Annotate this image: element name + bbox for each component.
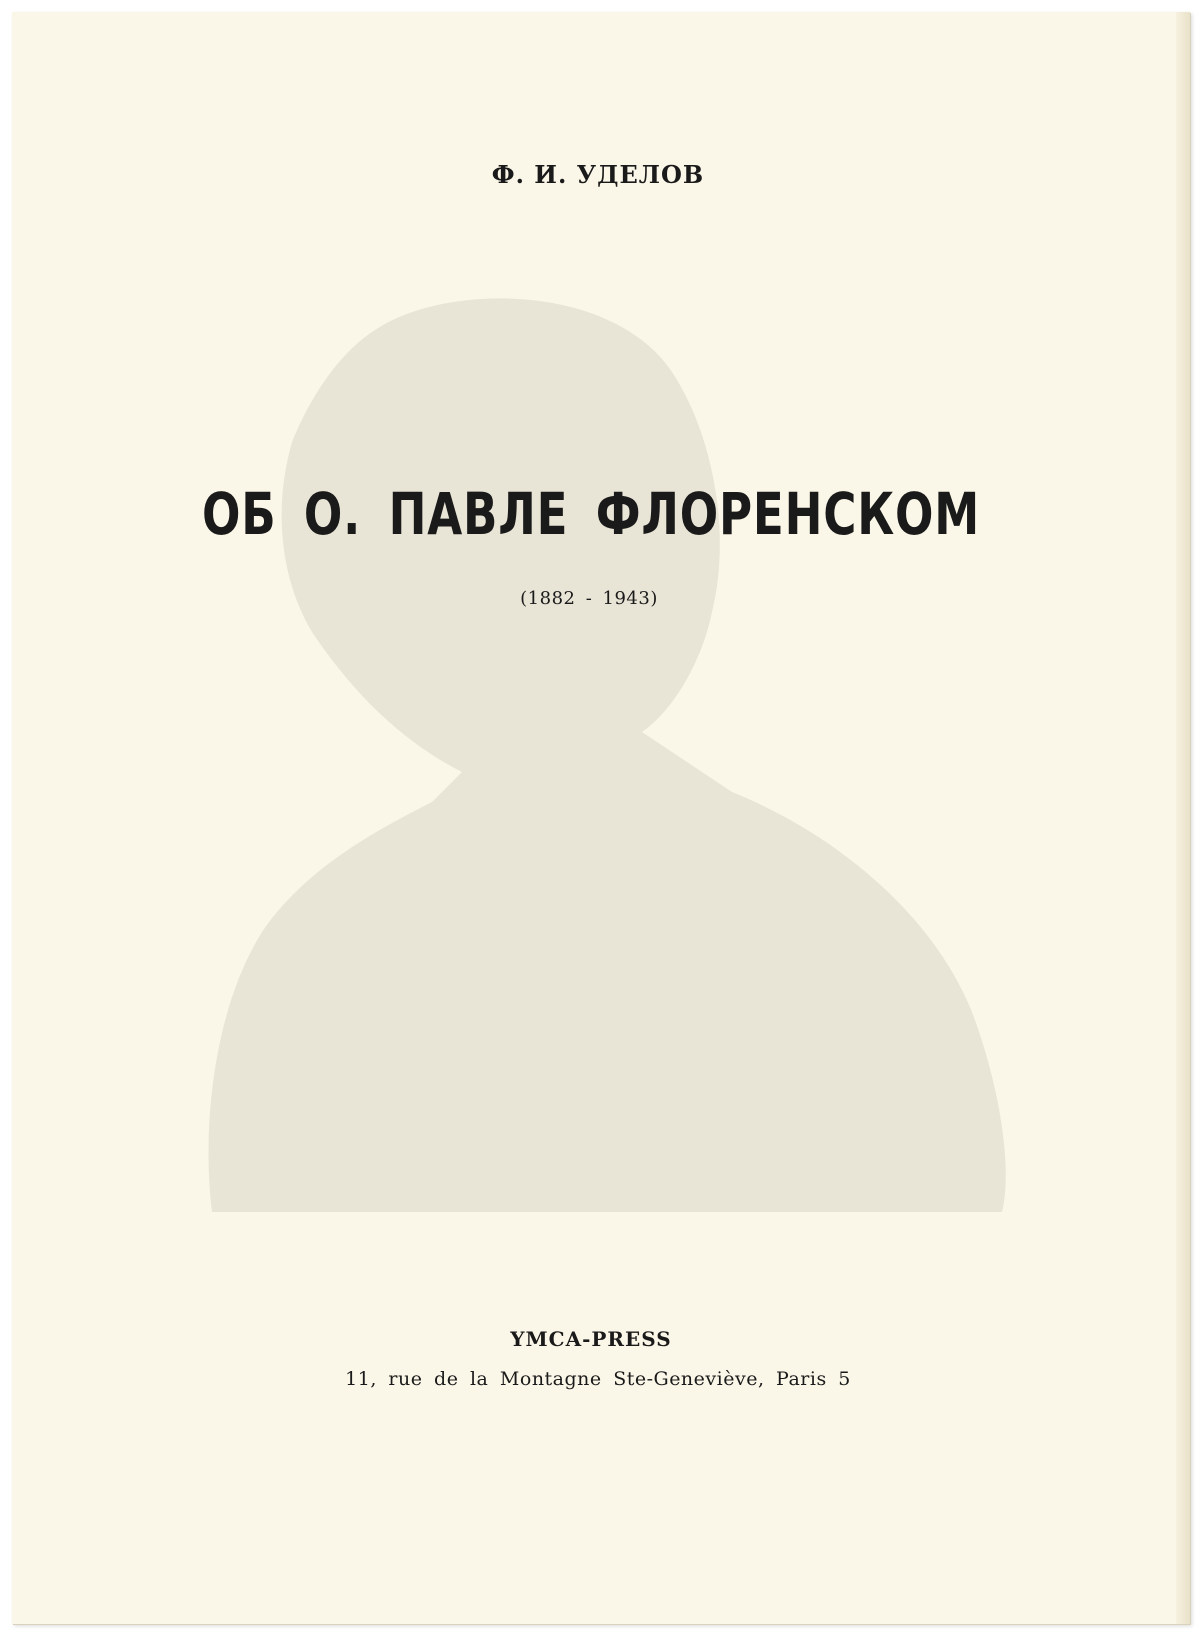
author-name: Ф. И. УДЕЛОВ xyxy=(491,160,705,189)
life-dates: (1882 - 1943) xyxy=(520,588,658,609)
publisher-name: YMCA-PRESS xyxy=(510,1327,672,1351)
title-page xyxy=(12,12,1190,1624)
publisher-address: 11, rue de la Montagne Ste-Geneviève, Paris 5 xyxy=(345,1368,851,1390)
book-title: ОБ О. ПАВЛЕ ФЛОРЕНСКОМ xyxy=(201,480,981,548)
